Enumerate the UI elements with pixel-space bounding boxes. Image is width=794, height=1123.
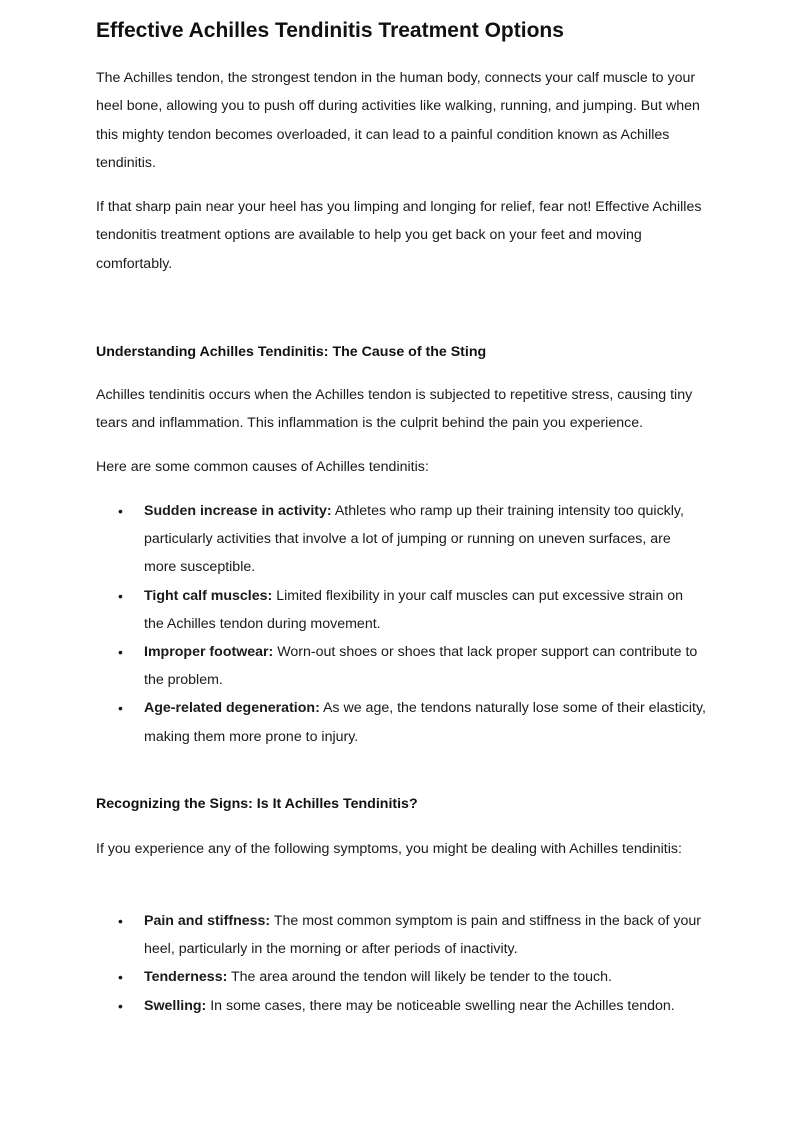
understanding-paragraph-1: Achilles tendinitis occurs when the Achilles tendon is subjected to repetitive stress, causing tiny tears and inflammation. This inflammation is the culprit behind the pain you experience.: [96, 387, 693, 432]
list-item-text: Limited flexibility in your calf muscles can put excessive strain on the Achilles tendon during movement.: [144, 587, 684, 632]
list-item-term: Age-related degeneration:: [144, 700, 320, 717]
causes-list: [96, 497, 706, 751]
understanding-paragraph-2: Here are some common causes of Achilles tendinitis:: [96, 459, 429, 475]
bullet-icon: •: [118, 969, 123, 986]
section-heading-understanding: Understanding Achilles Tendinitis: The Cause of the Sting: [96, 344, 487, 360]
intro-paragraph-1: The Achilles tendon, the strongest tendon in the human body, connects your calf muscle to your heel bone, allowing you to push off during activities like walking, running, and jumping. But when this mighty tendon becomes overloaded, it can lead to a painful condition known as Achilles tendinitis.: [96, 70, 700, 172]
bullet-icon: •: [118, 913, 123, 929]
list-item: [96, 992, 706, 1020]
list-item-term: Sudden increase in activity:: [144, 503, 332, 519]
list-item-text: Worn-out shoes or shoes that lack proper support can contribute to the problem.: [144, 644, 698, 689]
page-title: Effective Achilles Tendinitis Treatment Options: [96, 19, 564, 42]
list-item: [96, 963, 706, 991]
list-item: [96, 907, 706, 963]
list-item-text: The area around the tendon will likely be tender to the touch.: [227, 969, 612, 986]
list-item-term: Tight calf muscles:: [144, 587, 273, 604]
bullet-icon: •: [118, 700, 123, 717]
list-item-term: Swelling:: [144, 997, 207, 1014]
list-item-term: Pain and stiffness:: [144, 913, 271, 929]
bullet-icon: •: [118, 503, 123, 519]
bullet-icon: •: [118, 997, 123, 1014]
list-item-text: The most common symptom is pain and stiffness in the back of your heel, particularly in the morning or after periods of inactivity.: [144, 913, 701, 958]
list-item-text: In some cases, there may be noticeable swelling near the Achilles tendon.: [206, 997, 675, 1014]
list-item: [96, 638, 706, 694]
symptoms-list: [96, 907, 706, 1020]
list-item-term: Improper footwear:: [144, 644, 274, 661]
list-item-term: Tenderness:: [144, 969, 228, 986]
list-item-text: Athletes who ramp up their training intensity too quickly, particularly activities that involve a lot of jumping or running on uneven surfaces, are more susceptible.: [144, 503, 684, 576]
bullet-icon: •: [118, 587, 123, 604]
list-item: [96, 497, 706, 582]
section-heading-signs: Recognizing the Signs: Is It Achilles Tendinitis?: [96, 796, 418, 812]
list-item-text: As we age, the tendons naturally lose some of their elasticity, making them more prone to injury.: [144, 700, 706, 745]
signs-paragraph-1: If you experience any of the following symptoms, you might be dealing with Achilles tendinitis:: [96, 841, 682, 857]
bullet-icon: •: [118, 644, 123, 661]
list-item: [96, 694, 706, 750]
list-item: [96, 582, 706, 638]
intro-paragraph-2: If that sharp pain near your heel has you limping and longing for relief, fear not! Effective Achilles tendonitis treatment options are available to help you get back on your feet and moving comfortably.: [96, 199, 702, 272]
